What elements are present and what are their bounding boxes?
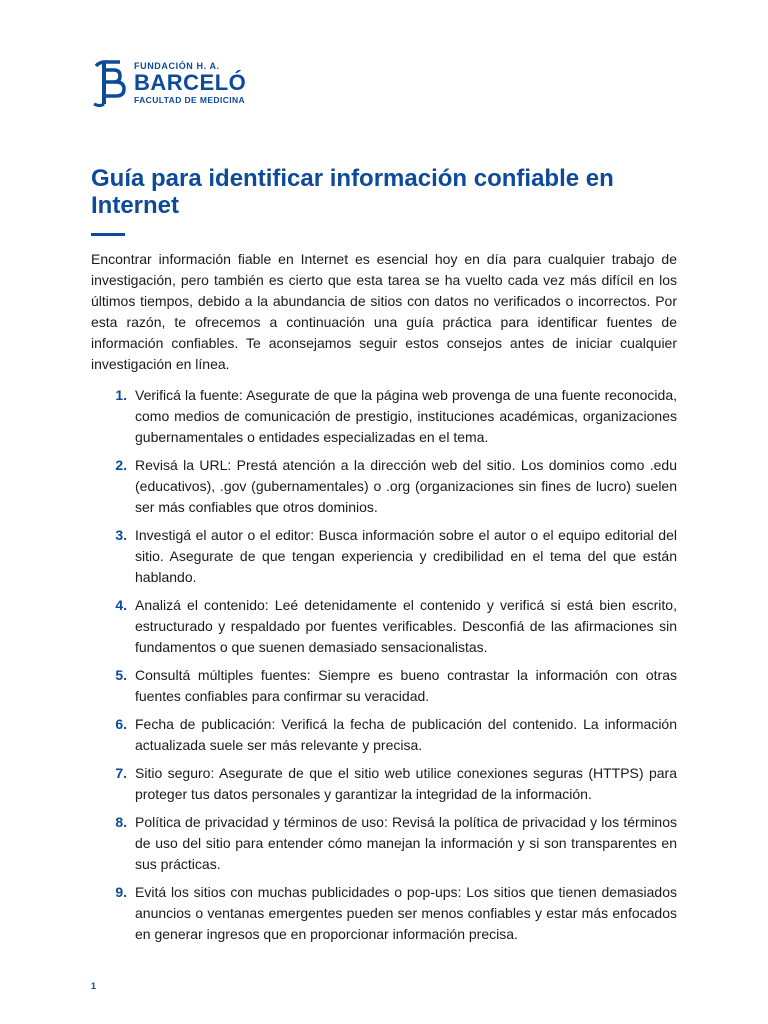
title-underline (91, 233, 125, 236)
list-item (91, 525, 677, 588)
list-item-number: 3. (115, 527, 127, 543)
list-item (91, 665, 677, 707)
logo (90, 58, 246, 108)
list-item (91, 882, 677, 945)
list-item (91, 714, 677, 756)
logo-name-text: BARCELÓ (134, 69, 247, 95)
list-item-text: Consultá múltiples fuentes: Siempre es bueno contrastar la información con otras fuentes confiables para confirmar su veracidad. (135, 667, 677, 704)
fhab-monogram-icon (90, 58, 128, 108)
list-item-text: Evitá los sitios con muchas publicidades o pop-ups: Los sitios que tienen demasiados anuncios o ventanas emergentes pueden ser menos confiables y estar más enfocados en generar ingresos que en proporcionar información precisa. (135, 884, 677, 942)
guide-list (91, 385, 677, 952)
logo-faculty-text: FACULTAD DE MEDICINA (134, 94, 246, 105)
list-item (91, 763, 677, 805)
list-item (91, 385, 677, 448)
intro-paragraph: Encontrar información fiable en Internet es esencial hoy en día para cualquier trabajo de investigación, pero también es cierto que esta tarea se ha vuelto cada vez más difícil en los últimos tiempos, debido a la abundancia de sitios con datos no verificados o incorrectos. Por esta razón, te ofrecemos a continuación una guía práctica para identificar fuentes de información confiables. Te aconsejamos seguir estos consejos antes de iniciar cualquier investigación en línea. (91, 251, 677, 372)
list-item-number: 6. (115, 716, 127, 732)
list-item-text: Revisá la URL: Prestá atención a la dirección web del sitio. Los dominios como .edu (educativos), .gov (gubernamentales) o .org (organizaciones sin fines de lucro) suelen ser más confiables que otros dominios. (135, 457, 677, 515)
list-item-number: 8. (115, 814, 127, 830)
list-item-text: Investigá el autor o el editor: Busca información sobre el autor o el equipo editorial del sitio. Asegurate de que tengan experiencia y credibilidad en el tema del que están hablando. (135, 527, 677, 585)
list-item-text: Sitio seguro: Asegurate de que el sitio web utilice conexiones seguras (HTTPS) para proteger tus datos personales y garantizar la integridad de la información. (135, 765, 677, 802)
list-item-text: Verificá la fuente: Asegurate de que la página web provenga de una fuente reconocida, como medios de comunicación de prestigio, instituciones académicas, organizaciones gubernamentales o entidades especializadas en el tema. (135, 387, 677, 445)
list-item-number: 9. (115, 884, 127, 900)
list-item-number: 4. (115, 597, 127, 613)
list-item (91, 595, 677, 658)
list-item-text: Política de privacidad y términos de uso: Revisá la política de privacidad y los términos de uso del sitio para entender cómo manejan la información y si son transparentes en sus prácticas. (135, 814, 677, 872)
list-item-text: Fecha de publicación: Verificá la fecha de publicación del contenido. La información actualizada suele ser más relevante y precisa. (135, 716, 677, 753)
page-title: Guía para identificar información confiable en Internet (91, 165, 614, 219)
list-item-number: 5. (115, 667, 127, 683)
list-item-text: Analizá el contenido: Leé detenidamente el contenido y verificá si está bien escrito, estructurado y respaldado por fuentes verificables. Desconfiá de las afirmaciones sin fundamentos o que suenen demasiado sensacionalistas. (135, 597, 677, 655)
list-item-number: 2. (115, 457, 127, 473)
list-item-number: 7. (115, 765, 127, 781)
list-item-number: 1. (115, 387, 127, 403)
page-number: 1 (91, 981, 97, 991)
logo-foundation-text: FUNDACIÓN H. A. (134, 60, 220, 71)
list-item (91, 455, 677, 518)
list-item (91, 812, 677, 875)
